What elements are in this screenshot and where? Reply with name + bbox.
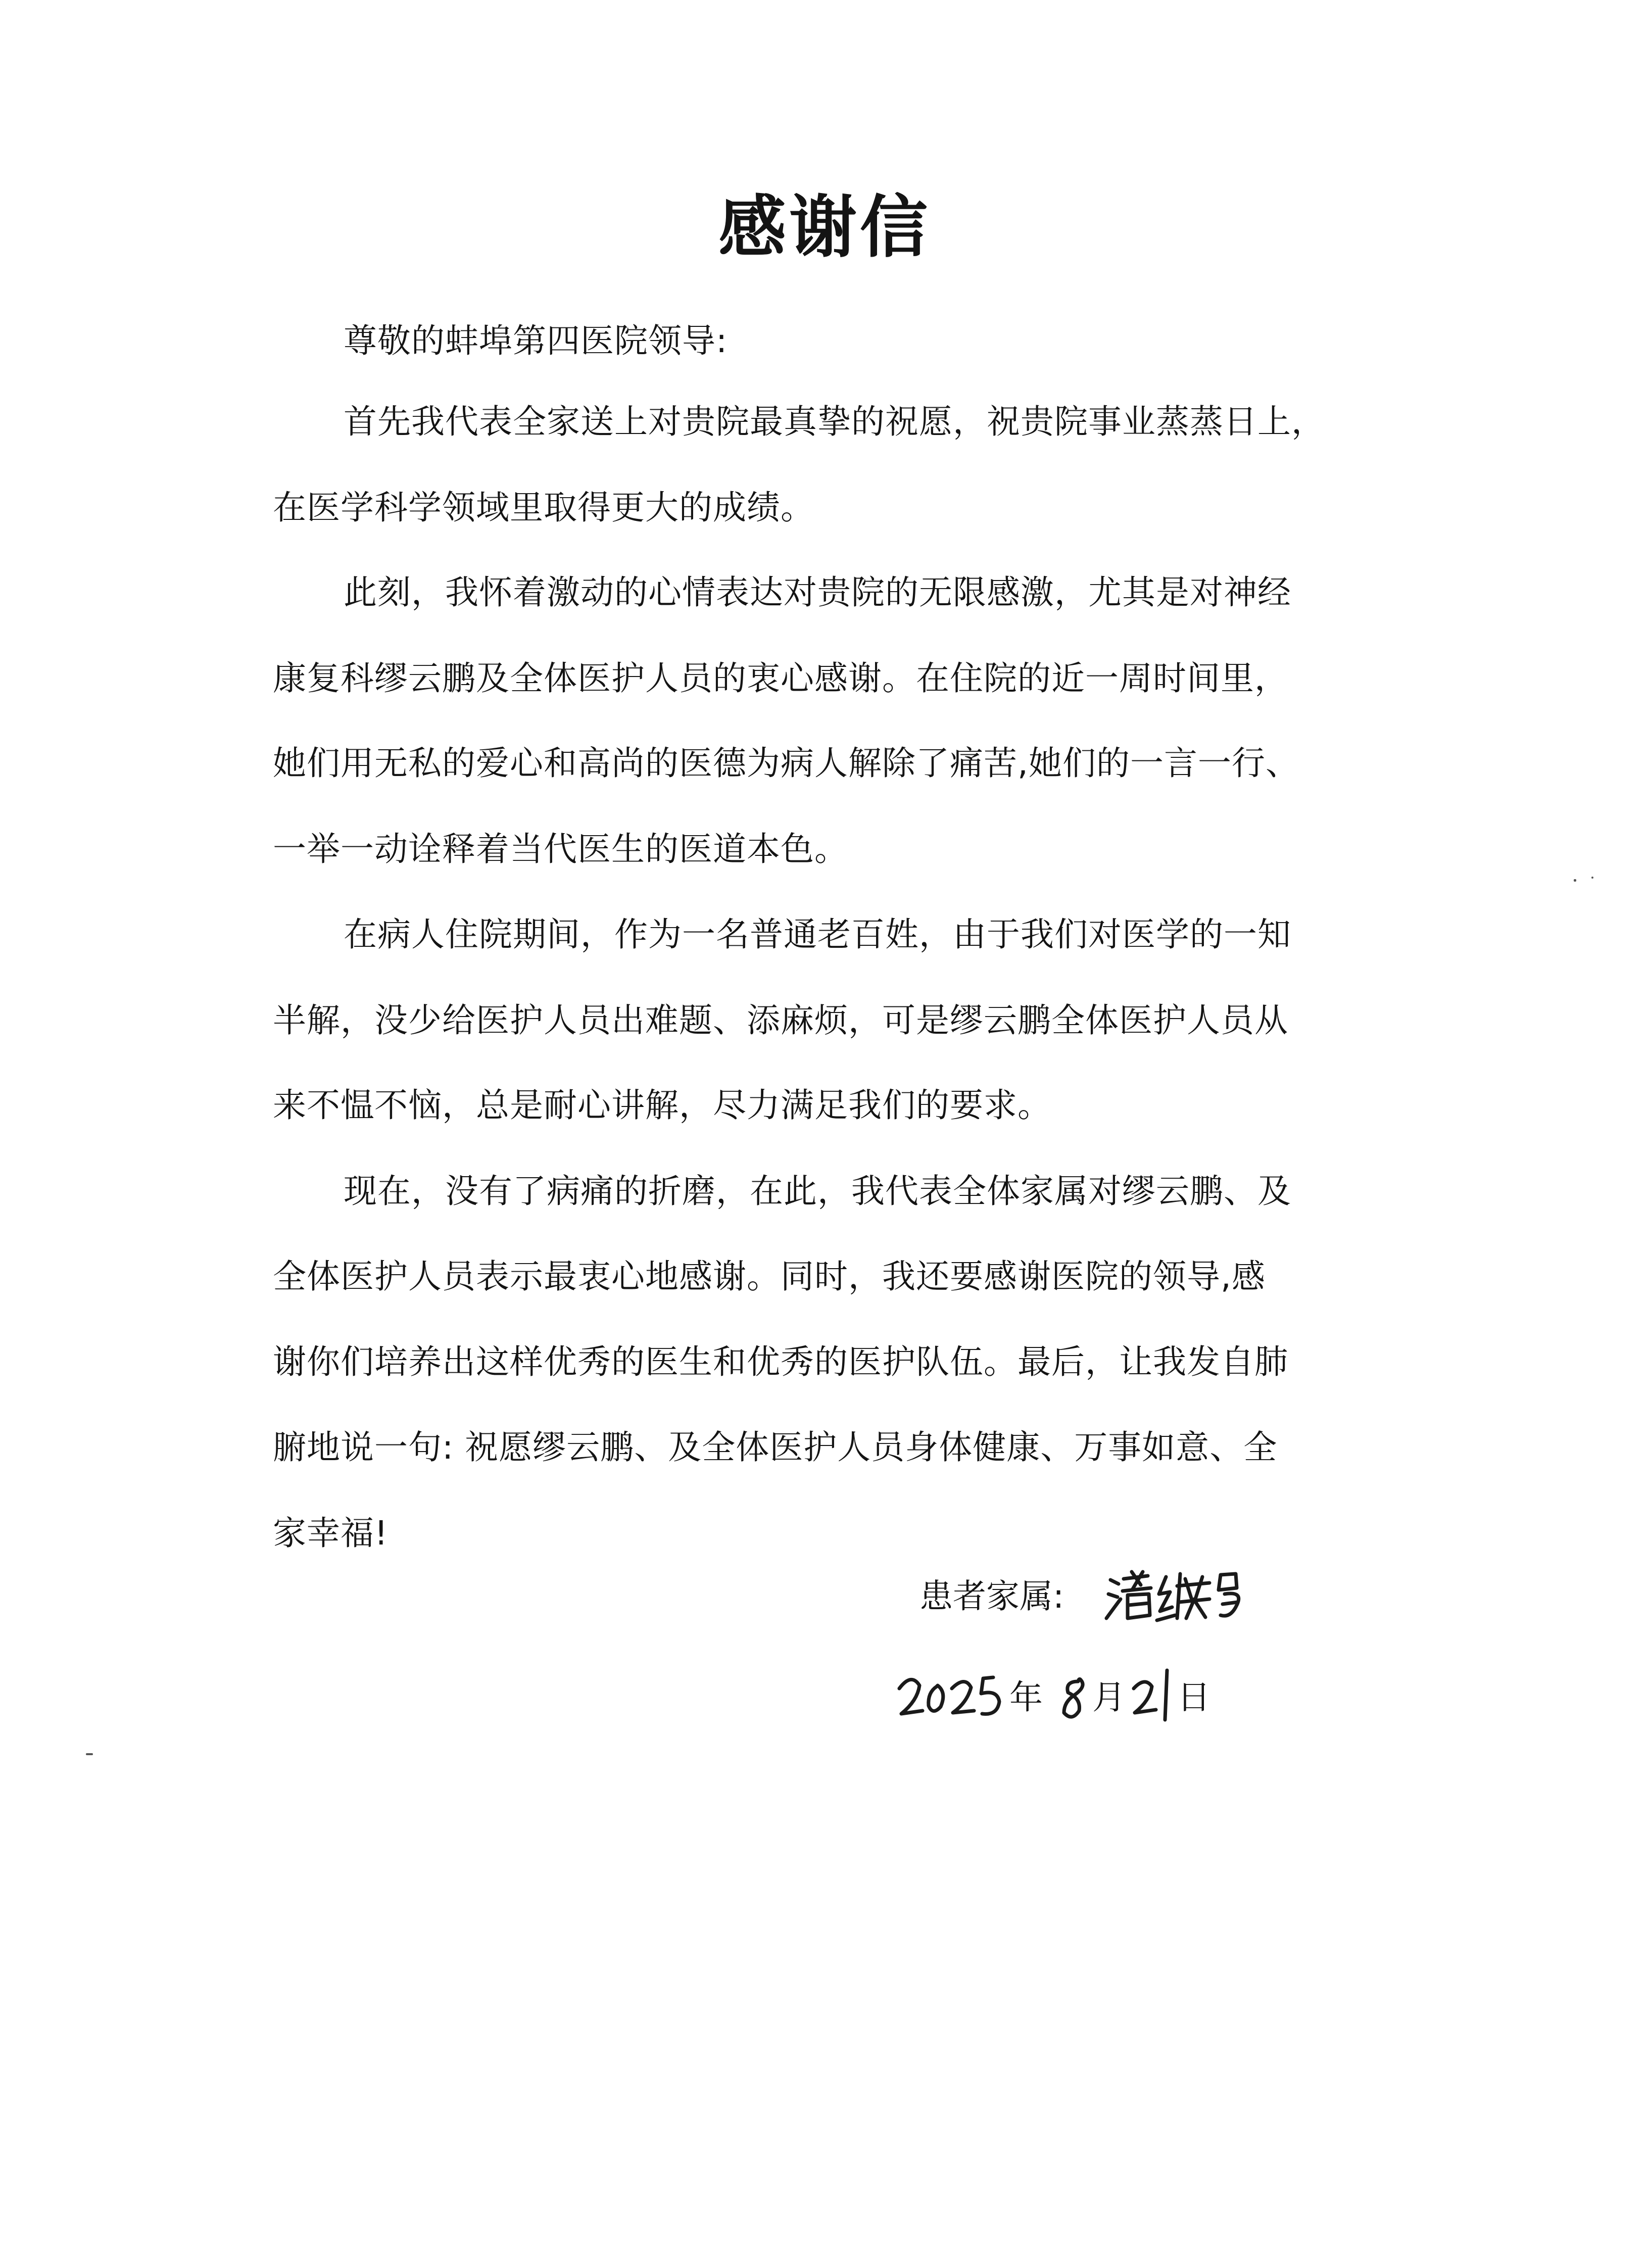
body-line: 家幸福! [273, 1514, 389, 1553]
body-line: 此刻，我怀着激动的心情表达对贵院的无限感激，尤其是对神经 [344, 573, 1291, 612]
body-line: 来不愠不恼，总是耐心讲解，尽力满足我们的要求。 [273, 1086, 1051, 1125]
scan-speck [1591, 877, 1593, 879]
signature-label: 患者家属: [919, 1577, 1064, 1616]
body-line: 首先我代表全家送上对贵院最真挚的祝愿，祝贵院事业蒸蒸日上， [344, 402, 1325, 441]
body-line: 腑地说一句: 祝愿缪云鹏、及全体医护人员身体健康、万事如意、全 [273, 1428, 1278, 1467]
letter-title: 感谢信 [718, 188, 931, 267]
scan-speck [86, 1753, 93, 1755]
body-line: 在病人住院期间，作为一名普通老百姓，由于我们对医学的一知 [344, 915, 1291, 954]
handwritten-signature [1101, 1559, 1253, 1634]
handwritten-year [894, 1657, 1026, 1728]
body-line: 半解，没少给医护人员出难题、添麻烦，可是缪云鹏全体医护人员从 [273, 1001, 1288, 1040]
body-line: 全体医护人员表示最衷心地感谢。同时，我还要感谢医院的领导,感 [273, 1257, 1266, 1296]
body-line: 一举一动诠释着当代医生的医道本色。 [273, 830, 848, 868]
date-row [894, 1652, 1248, 1733]
body-line: 谢你们培养出这样优秀的医生和优秀的医护队伍。最后，让我发自肺 [273, 1342, 1288, 1381]
year-suffix: 年 [1009, 1678, 1043, 1717]
salutation: 尊敬的蚌埠第四医院领导: [344, 321, 728, 360]
body-line: 康复科缪云鹏及全体医护人员的衷心感谢。在住院的近一周时间里， [273, 659, 1288, 698]
day-suffix: 日 [1177, 1678, 1210, 1717]
body-line: 现在，没有了病痛的折磨，在此，我代表全体家属对缪云鹏、及 [344, 1172, 1291, 1211]
body-line: 她们用无私的爱心和高尚的医德为病人解除了痛苦,她们的一言一行、 [273, 744, 1299, 783]
body-line: 在医学科学领域里取得更大的成绩。 [273, 488, 814, 527]
month-suffix: 月 [1092, 1678, 1126, 1717]
scan-speck [1574, 879, 1576, 882]
